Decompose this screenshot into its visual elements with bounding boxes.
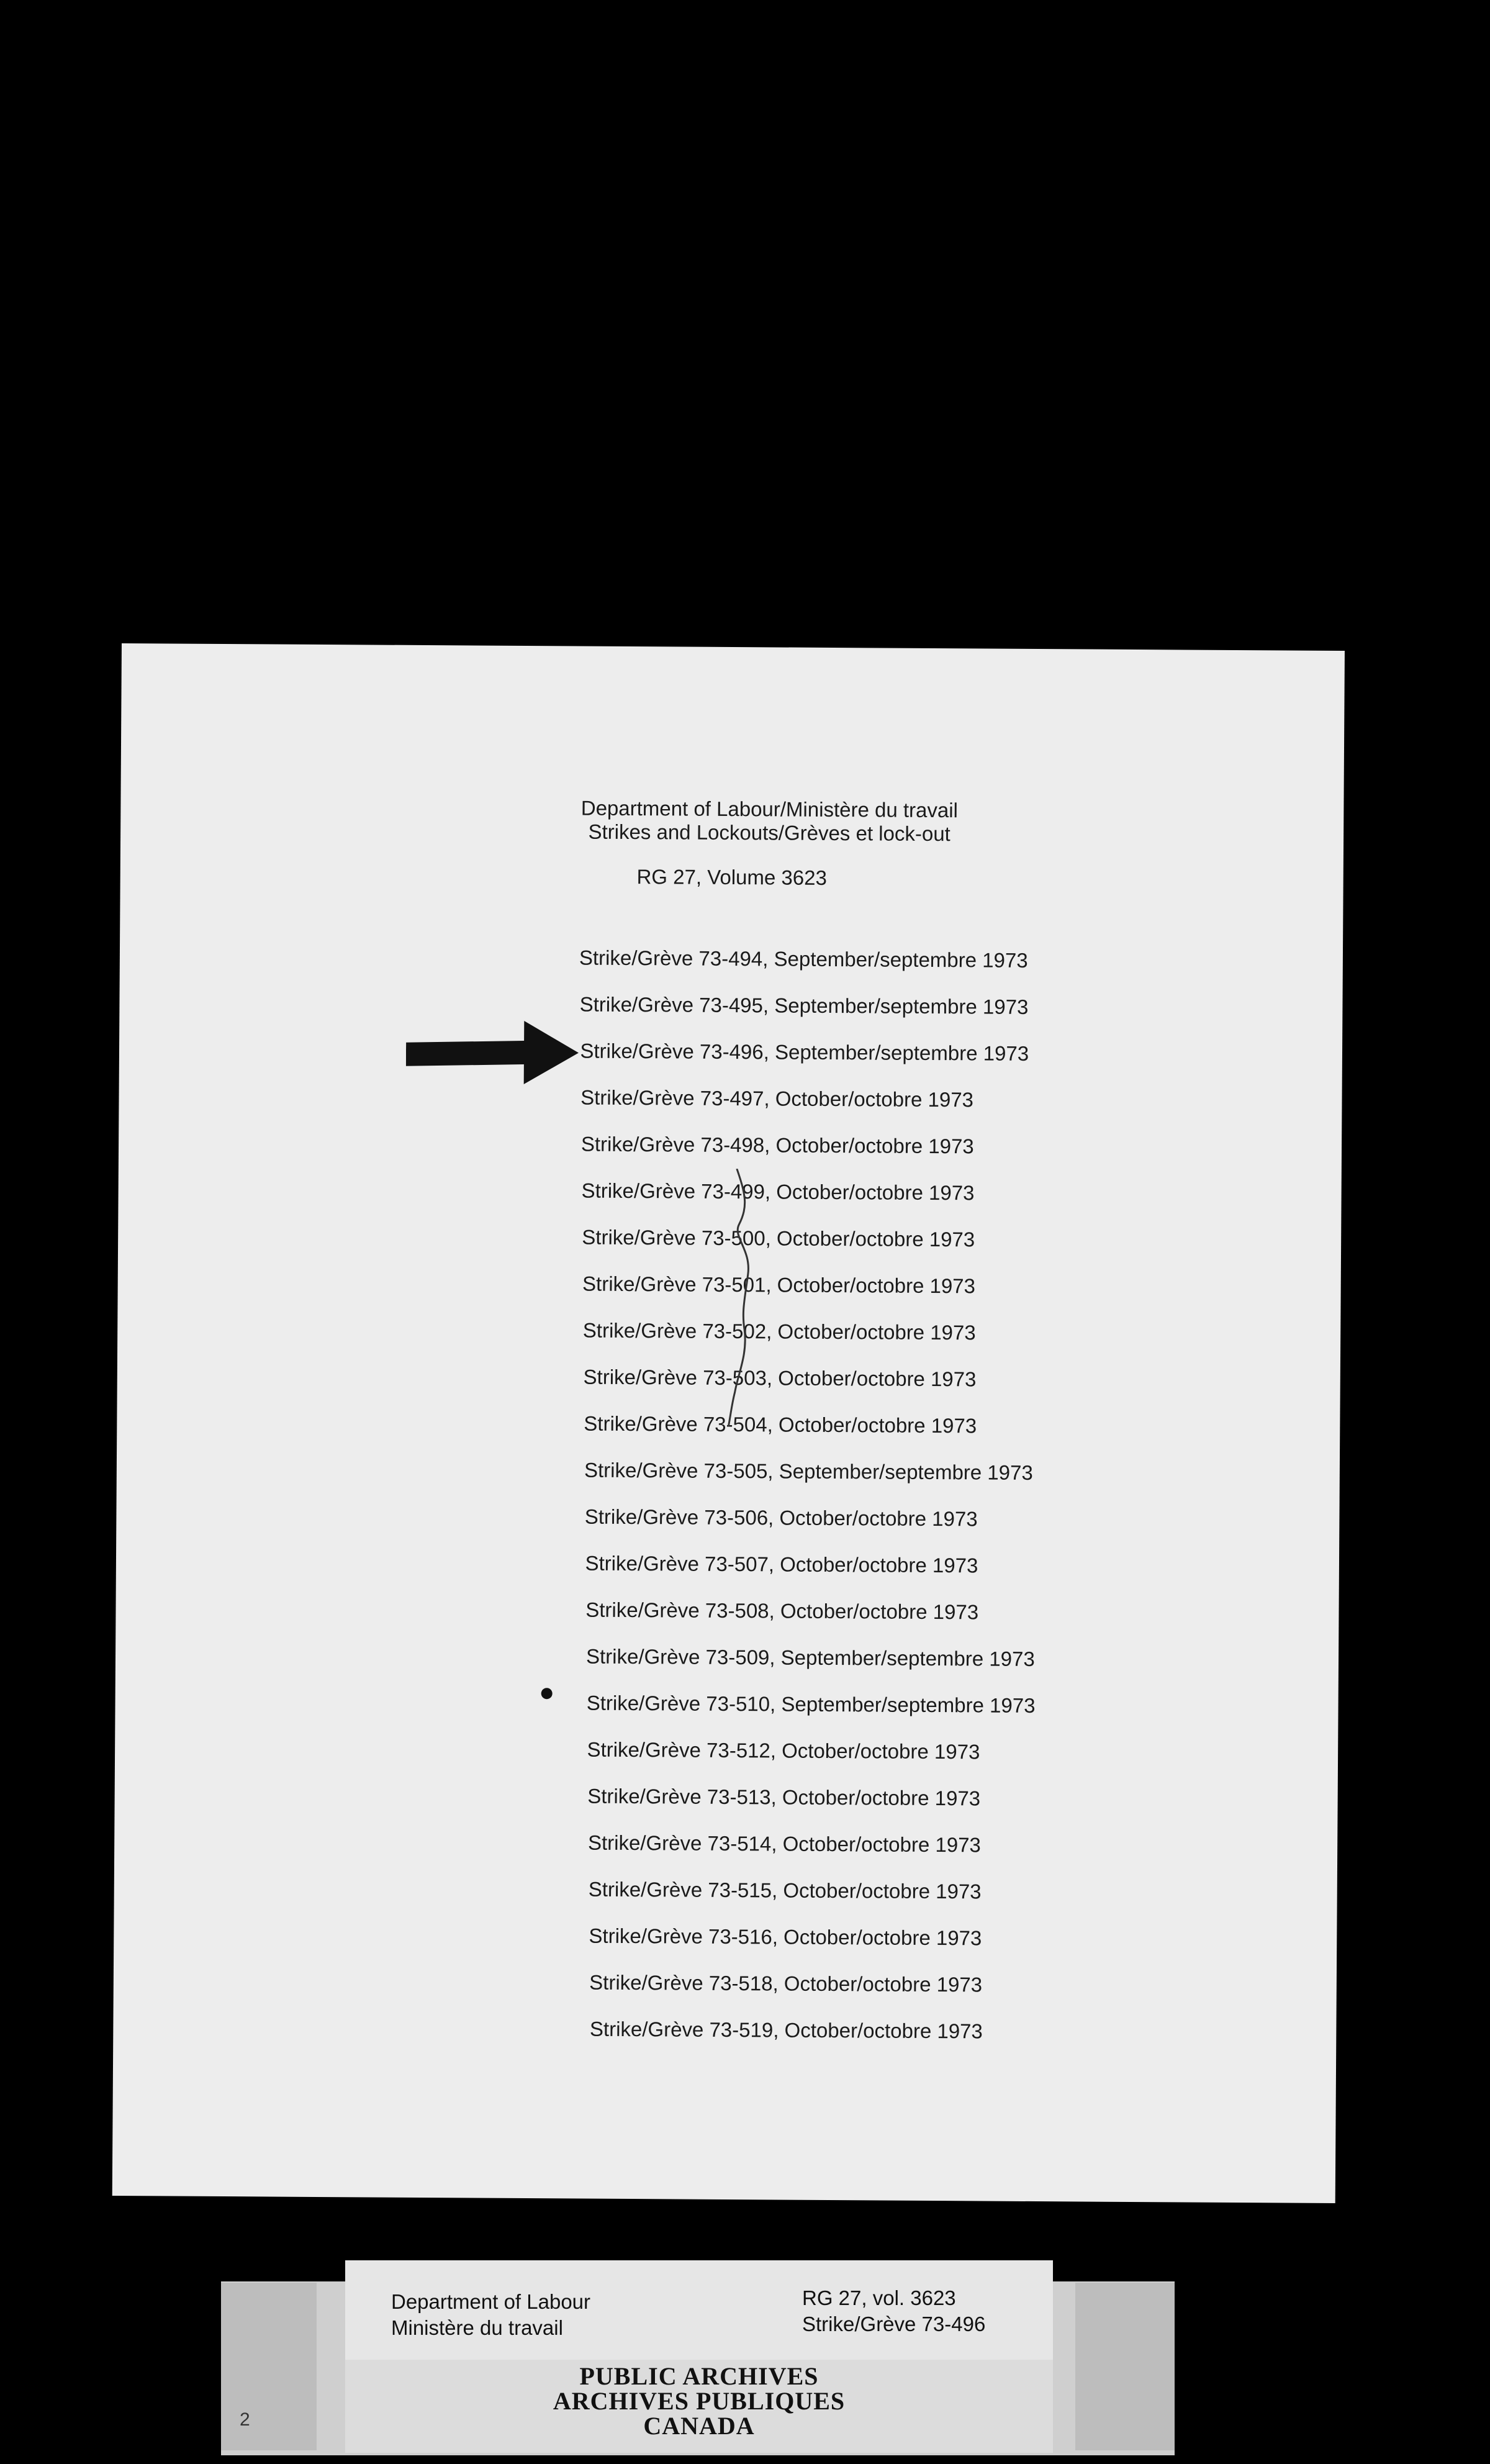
list-item: Strike/Grève 73-501, October/octobre 1973 (582, 1272, 976, 1298)
pointing-arrow-icon (406, 1018, 580, 1087)
list-item: Strike/Grève 73-518, October/octobre 1973 (589, 1970, 983, 1996)
list-item: Strike/Grève 73-497, October/octobre 1973 (580, 1085, 974, 1112)
entry-list (572, 935, 1040, 2055)
archives-line-public: PUBLIC ARCHIVES (579, 2362, 819, 2390)
list-item: Strike/Grève 73-496, September/septembre 1973 (580, 1039, 1029, 1065)
label-volume: RG 27, vol. 3623 (802, 2286, 956, 2309)
list-item: Strike/Grève 73-514, October/octobre 1973 (587, 1831, 981, 1857)
list-item: Strike/Grève 73-519, October/octobre 1973 (589, 2017, 983, 2043)
header-volume: RG 27, Volume 3623 (636, 865, 828, 889)
list-item: Strike/Grève 73-510, September/septembre 1973 (586, 1691, 1036, 1718)
list-item: Strike/Grève 73-509, September/septembre 1973 (585, 1644, 1035, 1671)
margin-number: 2 (240, 2409, 250, 2430)
label-department: Department of Labour (391, 2290, 591, 2313)
list-item: Strike/Grève 73-495, September/septembre 1973 (579, 992, 1029, 1018)
archives-stamp (345, 2360, 1053, 2453)
label-tab-right (1075, 2283, 1175, 2450)
list-item: Strike/Grève 73-498, October/octobre 1973 (580, 1132, 974, 1158)
label-tab-left (221, 2283, 317, 2450)
pen-mark (713, 1169, 777, 1430)
list-item: Strike/Grève 73-502, October/octobre 1973 (582, 1318, 976, 1344)
label-strike-number: Strike/Grève 73-496 (802, 2312, 986, 2335)
label-ministry: Ministère du travail (391, 2316, 563, 2339)
archives-line-canada: CANADA (643, 2412, 755, 2440)
archives-line-publiques: ARCHIVES PUBLIQUES (553, 2387, 846, 2415)
list-item: Strike/Grève 73-507, October/octobre 1973 (585, 1551, 978, 1577)
list-item: Strike/Grève 73-516, October/octobre 1973 (589, 1924, 982, 1950)
ink-dot (541, 1688, 553, 1699)
list-item: Strike/Grève 73-508, October/octobre 1973 (585, 1598, 979, 1624)
list-item: Strike/Grève 73-515, October/octobre 1973 (588, 1877, 982, 1903)
list-item: Strike/Grève 73-504, October/octobre 1973 (584, 1411, 977, 1438)
list-item: Strike/Grève 73-503, October/octobre 1973 (583, 1365, 977, 1391)
list-item: Strike/Grève 73-512, October/octobre 1973 (587, 1737, 980, 1764)
list-item: Strike/Grève 73-499, October/octobre 1973 (581, 1179, 975, 1205)
header-series: Strikes and Lockouts/Grèves et lock-out (588, 820, 950, 846)
header-department: Department of Labour/Ministère du travail (580, 796, 959, 822)
list-item: Strike/Grève 73-500, October/octobre 1973 (582, 1225, 975, 1251)
list-item: Strike/Grève 73-513, October/octobre 1973 (587, 1784, 981, 1810)
list-item: Strike/Grève 73-505, September/septembre 1973 (584, 1458, 1033, 1484)
label-card (345, 2260, 1053, 2372)
document-page (112, 643, 1345, 2203)
list-item: Strike/Grève 73-494, September/septembre 1973 (579, 946, 1028, 972)
list-item: Strike/Grève 73-506, October/octobre 1973 (584, 1505, 978, 1531)
